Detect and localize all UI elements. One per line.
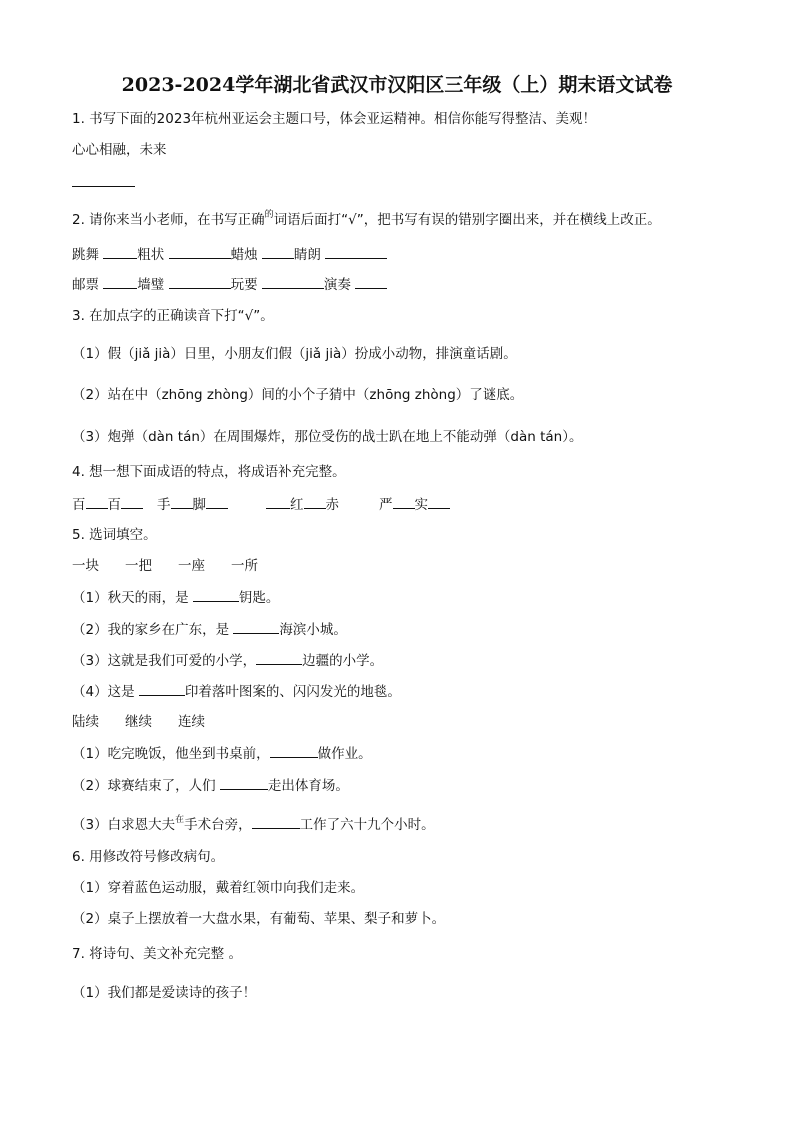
word-option: 一把	[125, 558, 152, 574]
fill-blank[interactable]	[256, 651, 302, 665]
q2-blank[interactable]	[103, 245, 137, 259]
fill-blank[interactable]	[139, 682, 185, 696]
idiom-blank[interactable]	[86, 495, 108, 509]
q5-sup-char: 在	[175, 815, 185, 825]
q7-item-1: （1）我们都是爱读诗的孩子！	[72, 985, 257, 1001]
q5-word-bank-2	[72, 713, 205, 731]
idiom-char: 实	[414, 497, 428, 513]
q2-word: 玩要	[230, 277, 258, 293]
fill-blank[interactable]	[252, 815, 300, 829]
word-option: 连续	[178, 714, 205, 730]
q2-word: 跳舞	[72, 247, 99, 263]
idiom-char: 赤	[325, 497, 339, 513]
q6-item-1: （1）穿着蓝色运动服，戴着红领巾向我们走来。	[72, 880, 365, 896]
idiom-blank[interactable]	[266, 495, 290, 509]
q2-word: 睛朗	[293, 247, 321, 263]
q2-row-1	[72, 245, 387, 264]
idiom-char: 严	[379, 497, 393, 513]
word-option: 陆续	[72, 714, 99, 730]
q2-word: 粗状	[137, 247, 165, 263]
idiom-blank[interactable]	[304, 495, 326, 509]
q2-prompt-part-a: 2. 请你来当小老师，在书写正确	[72, 212, 265, 228]
q5-prompt: 5. 选词填空。	[72, 527, 157, 543]
idiom-char: 百	[72, 497, 86, 513]
q3-item-2: （2）站在中（zhōng zhòng）间的小个子猜中（zhōng zhòng）了谜底。	[72, 387, 524, 403]
q5-word-bank-1	[72, 557, 258, 575]
fill-blank[interactable]	[193, 588, 239, 602]
fill-blank[interactable]	[220, 776, 268, 790]
q2-blank[interactable]	[325, 245, 387, 259]
idiom-char: 百	[107, 497, 121, 513]
q1-prompt: 1. 书写下面的2023年杭州亚运会主题口号，体会亚运精神。相信你能写得整洁、美观！	[72, 111, 597, 127]
q3-prompt: 3. 在加点字的正确读音下打“√”。	[72, 308, 274, 324]
idiom-blank[interactable]	[428, 495, 450, 509]
idiom-char: 脚	[192, 497, 206, 513]
q3-item-1: （1）假（jiǎ jià）日里，小朋友们假（jiǎ jià）扮成小动物，排演童话剧。	[72, 346, 517, 362]
q2-prompt-part-b: 词语后面打“√”，把书写有误的错别字圈出来，并在横线上改正。	[273, 212, 661, 228]
idiom-blank[interactable]	[393, 495, 415, 509]
idiom-blank[interactable]	[171, 495, 193, 509]
q5-g2-item-2: （2）球赛结束了，人们 走出体育场。	[72, 778, 349, 794]
idiom-blank[interactable]	[121, 495, 143, 509]
fill-blank[interactable]	[270, 744, 318, 758]
idiom-char: 手	[157, 497, 171, 513]
q7-prompt: 7. 将诗句、美文补充完整 。	[72, 946, 242, 962]
q5-g2-item-3: （3）白求恩大夫$^在$手术台旁， 工作了六十九个小时。	[72, 815, 435, 833]
q2-prompt	[72, 211, 661, 231]
word-option: 继续	[125, 714, 152, 730]
q6-item-2: （2）桌子上摆放着一大盘水果，有葡萄、苹果、梨子和萝卜。	[72, 911, 446, 927]
q2-word: 邮票	[72, 277, 99, 293]
q2-blank[interactable]	[169, 275, 231, 289]
word-option: 一块	[72, 558, 99, 574]
q4-idioms	[72, 495, 450, 514]
idiom-char: 红	[290, 497, 304, 513]
word-option: 一座	[178, 558, 205, 574]
q1-answer-line[interactable]	[72, 186, 135, 187]
idiom-blank[interactable]	[206, 495, 228, 509]
q2-word: 演奏	[323, 277, 351, 293]
q2-word: 墙璧	[137, 277, 165, 293]
q5-g2-item-1: （1）吃完晚饭，他坐到书桌前， 做作业。	[72, 746, 372, 762]
word-option: 一所	[231, 558, 258, 574]
q2-blank[interactable]	[355, 275, 387, 289]
q2-word: 蜡烛	[230, 247, 258, 263]
fill-blank[interactable]	[233, 620, 279, 634]
q2-blank[interactable]	[169, 245, 231, 259]
q5-g1-item-4: （4）这是 印着落叶图案的、闪闪发光的地毯。	[72, 684, 401, 700]
q5-g1-item-2: （2）我的家乡在广东，是 海滨小城。	[72, 622, 347, 638]
q2-prompt-sup: 的	[264, 210, 274, 220]
q2-blank[interactable]	[262, 275, 324, 289]
q1-slogan: 心心相融，未来	[72, 142, 167, 158]
q2-blank[interactable]	[103, 275, 137, 289]
q3-item-3: （3）炮弹（dàn tán）在周围爆炸，那位受伤的战士趴在地上不能动弹（dàn tán）。	[72, 429, 583, 445]
q6-prompt: 6. 用修改符号修改病句。	[72, 849, 225, 865]
q5-g1-item-3: （3）这就是我们可爱的小学， 边疆的小学。	[72, 653, 384, 669]
q2-blank[interactable]	[262, 245, 294, 259]
page-title: 2023-2024学年湖北省武汉市汉阳区三年级（上）期末语文试卷	[121, 74, 673, 96]
q5-g1-item-1: （1）秋天的雨，是 钥匙。	[72, 590, 280, 606]
q4-prompt: 4. 想一想下面成语的特点，将成语补充完整。	[72, 464, 346, 480]
q2-row-2	[72, 275, 387, 294]
